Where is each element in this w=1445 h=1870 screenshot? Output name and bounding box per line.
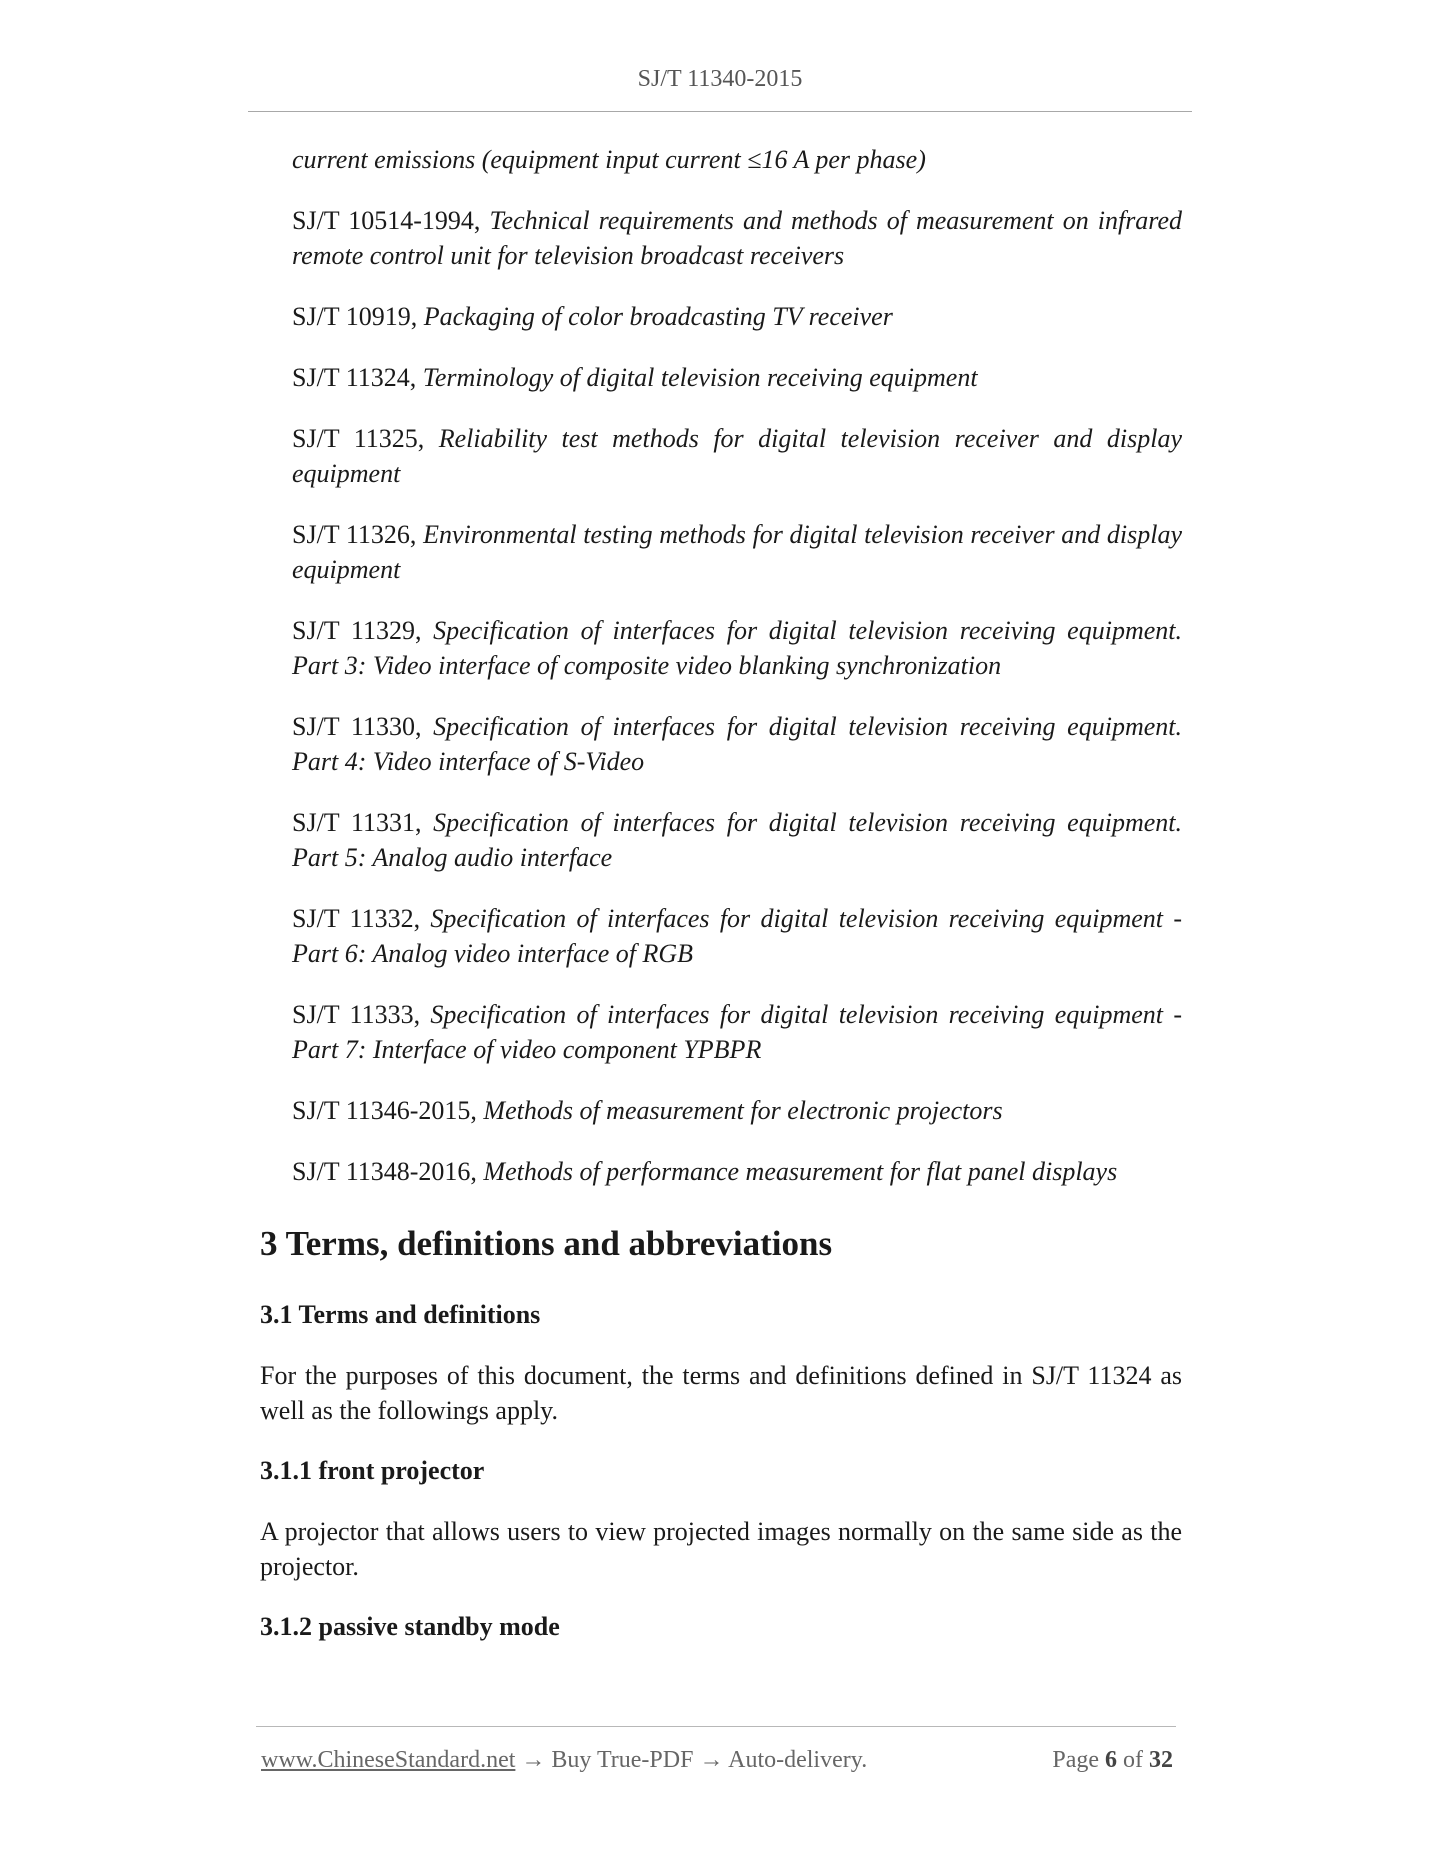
reference-code: SJ/T 11329,: [292, 616, 434, 645]
reference-title: Specification of interfaces for digital television receiving equipment. Part 3: Video interface of composite video blanking synchronization: [292, 616, 1182, 680]
reference-code: SJ/T 11326,: [292, 520, 424, 549]
normative-references-list: [292, 142, 1182, 1215]
section-heading: 3 Terms, definitions and abbreviations: [260, 1224, 833, 1263]
page-indicator: [1052, 1744, 1173, 1776]
page-of-label: of: [1123, 1747, 1143, 1773]
reference-title: Technical requirements and methods of measurement on infrared remote control unit for television broadcast receivers: [292, 206, 1183, 270]
reference-code: SJ/T 11333,: [292, 1000, 431, 1029]
section-intro-paragraph: For the purposes of this document, the terms and definitions defined in SJ/T 11324 as well as the followings apply.: [260, 1361, 1182, 1425]
page-current: 6: [1105, 1747, 1117, 1773]
reference-title: Reliability test methods for digital television receiver and display equipment: [292, 424, 1182, 488]
page-total: 32: [1149, 1747, 1173, 1773]
reference-item: [292, 203, 1182, 273]
reference-item: [292, 360, 1182, 395]
reference-item: [292, 901, 1182, 971]
footer-divider: [256, 1726, 1176, 1727]
reference-title: Methods of performance measurement for flat panel displays: [483, 1157, 1118, 1186]
reference-code: SJ/T 11332,: [292, 904, 431, 933]
reference-title: Environmental testing methods for digital television receiver and display equipment: [292, 520, 1182, 584]
reference-code: SJ/T 11348-2016,: [292, 1157, 484, 1186]
reference-item: [292, 299, 1182, 334]
reference-item: [292, 613, 1182, 683]
reference-code: SJ/T 11325,: [292, 424, 439, 453]
page-header: SJ/T 11340-2015: [637, 66, 803, 92]
term-heading: 3.1.2 passive standby mode: [260, 1612, 560, 1641]
reference-item: [292, 1154, 1182, 1189]
reference-code: SJ/T 11330,: [292, 712, 434, 741]
term-heading: 3.1.1 front projector: [260, 1456, 485, 1485]
reference-item: [292, 517, 1182, 587]
reference-code: SJ/T 10919,: [292, 302, 424, 331]
reference-title: Methods of measurement for electronic projectors: [483, 1096, 1003, 1125]
section-3: [260, 1222, 1182, 1644]
term-definition: A projector that allows users to view projected images normally on the same side as the projector.: [260, 1517, 1182, 1581]
reference-code: SJ/T 11324,: [292, 363, 423, 392]
reference-item: [292, 421, 1182, 491]
header-divider: [248, 111, 1192, 112]
reference-item: [292, 1093, 1182, 1128]
website-link[interactable]: www.ChineseStandard.net: [261, 1747, 516, 1773]
reference-item: [292, 142, 1182, 177]
reference-code: SJ/T 11346-2015,: [292, 1096, 484, 1125]
page-label: Page: [1052, 1747, 1099, 1773]
reference-title: Specification of interfaces for digital television receiving equipment. Part 4: Video interface of S-Video: [292, 712, 1182, 776]
reference-title: Terminology of digital television receiving equipment: [422, 363, 978, 392]
page-footer: [261, 1744, 1175, 1776]
footer-promo-text: → Buy True-PDF → Auto-delivery.: [515, 1747, 868, 1773]
reference-title: Specification of interfaces for digital television receiving equipment. Part 5: Analog audio interface: [292, 808, 1182, 872]
reference-item: [292, 805, 1182, 875]
reference-title: Packaging of color broadcasting TV receiver: [423, 302, 893, 331]
reference-code: SJ/T 11331,: [292, 808, 434, 837]
subsection-heading: 3.1 Terms and definitions: [260, 1300, 541, 1329]
reference-item: [292, 997, 1182, 1067]
reference-code: SJ/T 10514-1994,: [292, 206, 490, 235]
reference-title: Specification of interfaces for digital television receiving equipment - Part 6: Analog video interface of RGB: [292, 904, 1182, 968]
reference-item: [292, 709, 1182, 779]
reference-title: Specification of interfaces for digital television receiving equipment - Part 7: Interface of video component YPBPR: [292, 1000, 1182, 1064]
reference-title: current emissions (equipment input current ≤16 A per phase): [292, 145, 926, 174]
